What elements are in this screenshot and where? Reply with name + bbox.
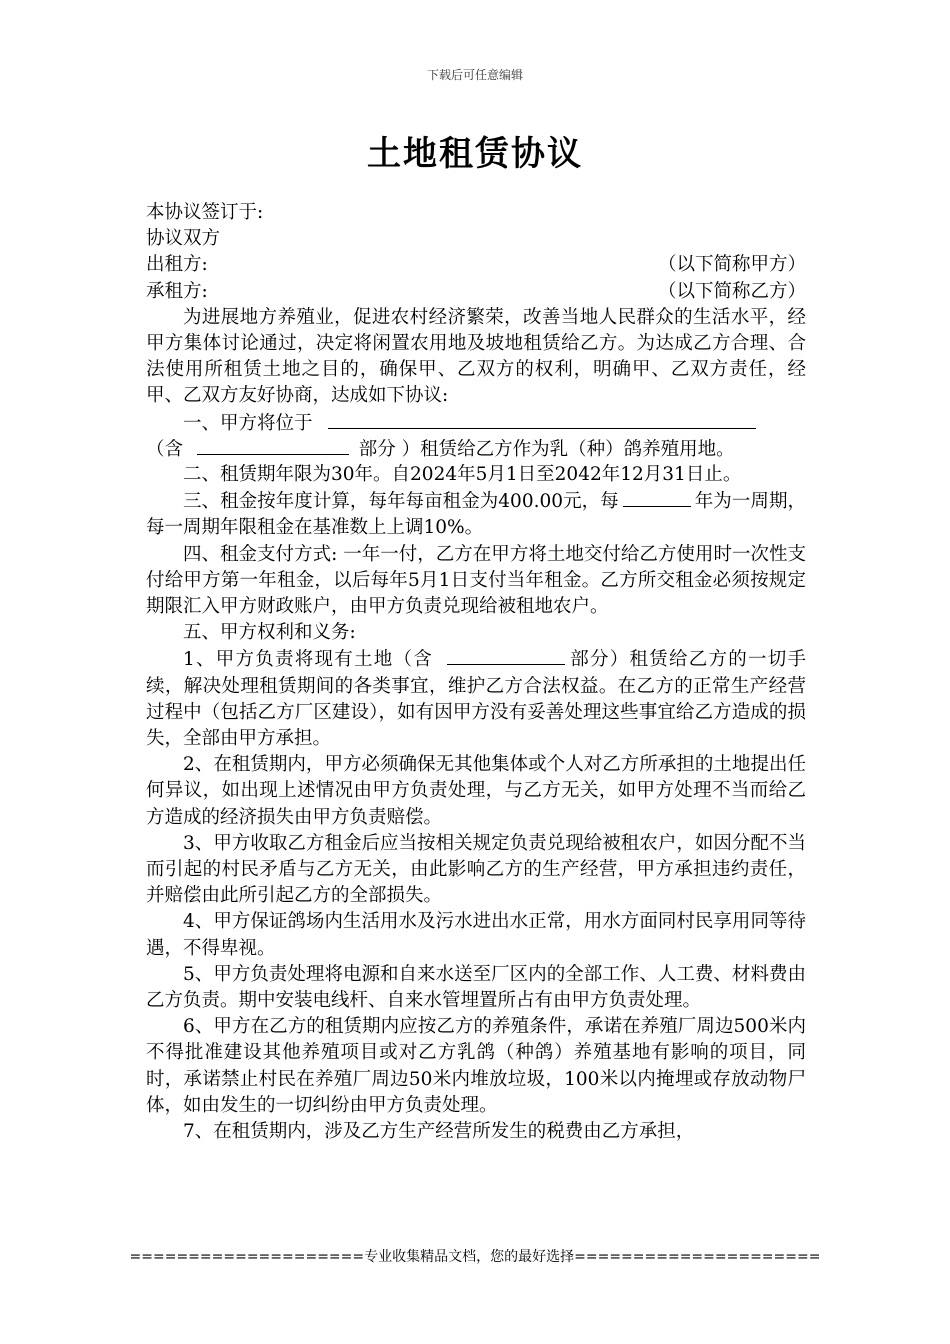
item3-paragraph: 3、甲方收取乙方租金后应当按相关规定负责兑现给被租农户，如因分配不当而引起的村民矛盾与乙方无关，由此影响乙方的生产经营，甲方承担违约责任，并赔偿由此所引起乙方的全部损失。	[146, 832, 806, 907]
lessee-label: 承租方:	[146, 280, 208, 302]
item7-paragraph: 7、在租赁期内，涉及乙方生产经营所发生的税费由乙方承担，	[183, 1121, 695, 1143]
item1-text-a: 1、甲方负责将现有土地（含	[183, 649, 433, 671]
document-title: 土地租赁协议	[367, 134, 583, 174]
item2-paragraph: 2、在租赁期内，甲方必须确保无其他集体或个人对乙方所承担的土地提出任何异议，如出现上述情况由甲方负责处理，与乙方无关，如甲方处理不当而给乙方造成的经济损失由甲方负责赔偿。	[146, 754, 806, 828]
clause5-heading: 五、甲方权利和义务:	[183, 622, 356, 644]
lessee-line	[146, 279, 806, 305]
lessee-note: （以下简称乙方）	[657, 280, 806, 302]
item5-paragraph: 5、甲方负责处理将电源和自来水送至厂区内的全部工作、人工费、材料费由乙方负责。期中安装电线杆、自来水管埋置所占有由甲方负责处理。	[146, 963, 806, 1011]
header-note: 下载后可任意编辑	[426, 68, 523, 82]
footer-banner: ====================专业收集精品文档，您的最好选择=====================	[129, 1249, 821, 1265]
item6-paragraph: 6、甲方在乙方的租赁期内应按乙方的养殖条件，承诺在养殖厂周边500米内不得批准建设其他养殖项目或对乙方乳鸽（种鸽）养殖基地有影响的项目，同时，承诺禁止村民在养殖厂周边50米内堆放垃圾，100米以内掩埋或存放动物尸体，如由发生的一切纠纷由甲方负责处理。	[146, 1016, 806, 1116]
clause1-text-a: 一、甲方将位于	[183, 412, 313, 434]
location-blank	[328, 410, 756, 429]
lessor-label: 出租方:	[146, 254, 208, 276]
clause3-text-b: 年为一周期，每一周期年限租金在基准数上上调10%。	[146, 491, 806, 539]
lessor-line	[146, 252, 806, 278]
item1-text-b: 部分）租赁给乙方的一切手续，解决处理租赁期间的各类事宜，维护乙方合法权益。在乙方的正常生产经营过程中（包括乙方厂区建设），如有因甲方没有妥善处理这些事宜给乙方造成的损失，全部由甲方承担。	[146, 649, 806, 749]
clause1-line2	[146, 436, 806, 462]
included-area-blank	[197, 436, 349, 455]
period-blank	[623, 488, 691, 507]
parties-line: 协议双方	[146, 228, 221, 250]
document-body	[146, 200, 806, 1145]
clause1-line1	[146, 410, 806, 436]
clause3-paragraph	[146, 488, 806, 541]
clause3-text-a: 三、租金按年度计算，每年每亩租金为400.00元，每	[183, 491, 619, 513]
signed-at-line: 本协议签订于:	[146, 202, 264, 223]
item4-paragraph: 4、甲方保证鸽场内生活用水及污水进出水正常，用水方面同村民享用同等待遇，不得卑视。	[146, 911, 806, 959]
clause4-paragraph: 四、租金支付方式: 一年一付，乙方在甲方将土地交付给乙方使用时一次性支付给甲方第一年租金，以后每年5月1日支付当年租金。乙方所交租金必须按规定期限汇入甲方财政账户，由甲方负责兑现给被租地农户。	[146, 543, 806, 617]
clause1-text-c: 部分 ）租赁给乙方作为乳（种）鸽养殖用地。	[358, 438, 735, 460]
land-area-blank	[447, 646, 565, 665]
clause1-text-b: （含	[146, 438, 184, 460]
preamble-paragraph: 为进展地方养殖业，促进农村经济繁荣，改善当地人民群众的生活水平，经甲方集体讨论通过，决定将闲置农用地及坡地租赁给乙方。为达成乙方合理、合法使用所租赁土地之目的，确保甲、乙双方的权利，明确甲、乙双方责任，经甲、乙双方友好协商，达成如下协议:	[146, 306, 806, 407]
clause2-paragraph: 二、租赁期年限为30年。自2024年5月1日至2042年12月31日止。	[183, 463, 742, 485]
item1-paragraph	[146, 646, 806, 752]
lessor-note: （以下简称甲方）	[657, 254, 806, 276]
